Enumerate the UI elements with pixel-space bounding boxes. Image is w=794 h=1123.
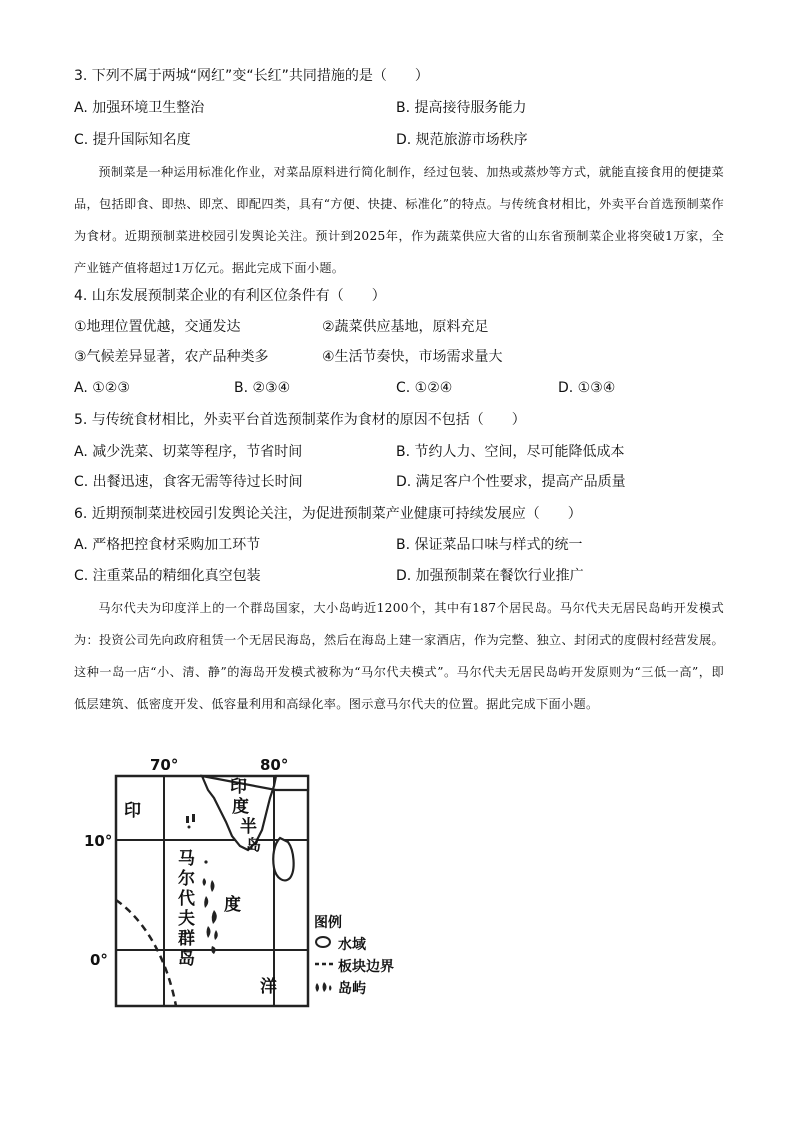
maldives-label-6: 岛 — [178, 949, 195, 969]
maldives-label-1: 马 — [178, 849, 195, 869]
q5-option-c: C. 出餐迅速，食客无需等待过长时间 — [74, 474, 303, 490]
q4-option-a: A. ①②③ — [74, 380, 130, 396]
peninsula-label-1: 印 — [230, 777, 247, 797]
q6-stem: 6. 近期预制菜进校园引发舆论关注，为促进预制菜产业健康可持续发展应（ ） — [74, 506, 582, 522]
passage-maldives-text: 马尔代夫为印度洋上的一个群岛国家，大小岛屿近1200个，其中有187个居民岛。马尔代夫无居民岛屿开发模式为：投资公司先向政府租赁一个无居民海岛，然后在海岛上建一家酒店，作为完整、独立、封闭式的度假村经营发展。这种一岛一店“小、清、静”的海岛开发模式被称为“马尔代夫模式”。马尔代夫无居民岛屿开发原则为“三低一高”，即低层建筑、低密度开发、低容量利用和高绿化率。图示意马尔代夫的位置。据此完成下面小题。 — [74, 601, 724, 711]
ocean-label-yang: 洋 — [260, 977, 277, 997]
legend-water-label: 水域 — [338, 937, 366, 953]
plate-boundary-icon — [314, 956, 338, 978]
ocean-label-yin: 印 — [124, 801, 141, 821]
water-icon — [314, 934, 338, 956]
q4-item-3: ③气候差异显著，农产品种类多 — [74, 349, 269, 365]
island-icon — [314, 978, 338, 1000]
lon-label-70: 70° — [150, 756, 179, 774]
q4-option-c: C. ①②④ — [396, 380, 453, 396]
q4-option-b: B. ②③④ — [234, 380, 291, 396]
q3-stem: 3. 下列不属于两城“网红”变“长红”共同措施的是（ ） — [74, 68, 429, 84]
q3-option-b: B. 提高接待服务能力 — [396, 100, 527, 116]
q5-option-a: A. 减少洗菜、切菜等程序，节省时间 — [74, 444, 303, 460]
q5-option-d: D. 满足客户个性要求，提高产品质量 — [396, 474, 626, 490]
q6-option-a: A. 严格把控食材采购加工环节 — [74, 537, 261, 553]
passage-prepared-food-text: 预制菜是一种运用标准化作业，对菜品原料进行简化制作，经过包装、加热或蒸炒等方式，就能直接食用的便捷菜品，包括即食、即热、即烹、即配四类，具有“方便、快捷、标准化”的特点。与传统食材相比，外卖平台首选预制菜作为食材。近期预制菜进校园引发舆论关注。预计到2025年，作为蔬菜供应大省的山东省预制菜企业将突破1万家，全产业链产值将超过1万亿元。据此完成下面小题。 — [74, 165, 724, 275]
ocean-label-du: 度 — [224, 895, 241, 915]
sri-lanka — [273, 838, 293, 880]
q5-option-b: B. 节约人力、空间，尽可能降低成本 — [396, 444, 625, 460]
q4-item-1: ①地理位置优越，交通发达 — [74, 319, 241, 335]
maldives-label-2: 尔 — [178, 869, 195, 889]
lakshadweep-islands — [186, 814, 195, 829]
q3-option-a: A. 加强环境卫生整治 — [74, 100, 205, 116]
maldives-label-3: 代 — [178, 889, 195, 909]
passage-prepared-food — [74, 156, 724, 284]
legend-row-island — [314, 978, 394, 1000]
q3-option-c: C. 提升国际知名度 — [74, 132, 191, 148]
maldives-label-4: 夫 — [178, 909, 195, 929]
plate-boundary — [116, 900, 176, 1006]
peninsula-label-3: 半 — [240, 817, 257, 837]
legend-boundary-label: 板块边界 — [338, 959, 394, 975]
map-legend — [314, 912, 394, 1000]
lat-label-0: 0° — [90, 951, 108, 969]
q4-option-d: D. ①③④ — [558, 380, 616, 396]
q6-option-c: C. 注重菜品的精细化真空包装 — [74, 568, 261, 584]
maldives-islands — [203, 860, 218, 954]
peninsula-label-4: 岛 — [246, 836, 262, 854]
q4-stem: 4. 山东发展预制菜企业的有利区位条件有（ ） — [74, 288, 386, 304]
q6-option-d: D. 加强预制菜在餐饮行业推广 — [396, 568, 584, 584]
peninsula-label-2: 度 — [232, 797, 249, 817]
q4-item-2: ②蔬菜供应基地，原料充足 — [322, 319, 489, 335]
q5-stem: 5. 与传统食材相比，外卖平台首选预制菜作为食材的原因不包括（ ） — [74, 412, 526, 428]
lon-label-80: 80° — [260, 756, 289, 774]
q6-option-b: B. 保证菜品口味与样式的统一 — [396, 537, 583, 553]
legend-title: 图例 — [314, 915, 342, 931]
lat-label-10: 10° — [84, 832, 113, 850]
legend-row-water — [314, 934, 394, 956]
legend-row-boundary — [314, 956, 394, 978]
passage-maldives — [74, 592, 724, 720]
maldives-label-5: 群 — [178, 929, 195, 949]
q4-item-4: ④生活节奏快，市场需求量大 — [322, 349, 503, 365]
q3-option-d: D. 规范旅游市场秩序 — [396, 132, 528, 148]
legend-island-label: 岛屿 — [338, 981, 366, 997]
